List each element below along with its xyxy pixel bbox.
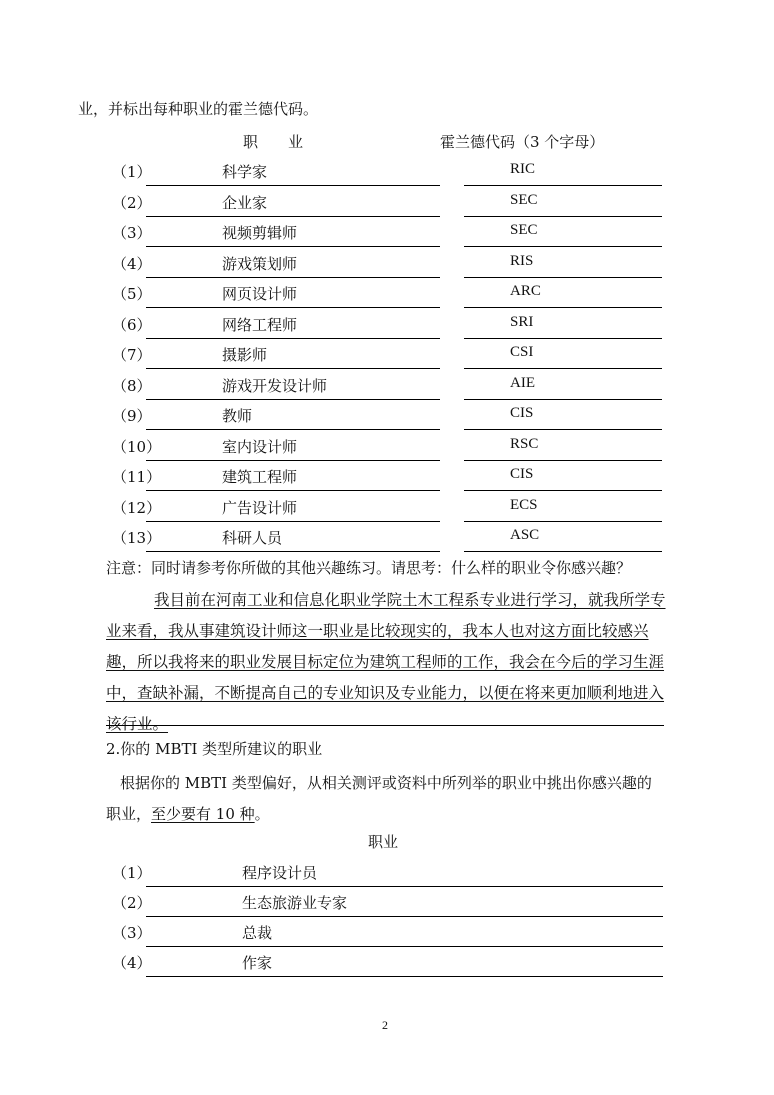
row-number: （9） — [112, 407, 152, 425]
code-field[interactable] — [464, 375, 662, 400]
career-row — [0, 344, 774, 374]
job-field[interactable] — [146, 314, 440, 339]
job-value: 摄影师 — [222, 346, 268, 364]
career-row — [0, 375, 774, 405]
code-value: ECS — [510, 496, 538, 513]
job-value: 作家 — [242, 954, 273, 972]
career-row — [0, 466, 774, 496]
job-value: 程序设计员 — [242, 864, 318, 882]
job-field[interactable] — [146, 253, 440, 278]
job-field[interactable] — [146, 375, 440, 400]
section-2-title: 2.你的 MBTI 类型所建议的职业 — [106, 740, 323, 758]
job-value: 游戏策划师 — [222, 254, 298, 273]
career-row — [0, 253, 774, 283]
job-field[interactable] — [146, 192, 440, 217]
row-number: （13） — [112, 529, 162, 547]
code-field[interactable] — [464, 222, 662, 247]
job-field[interactable] — [146, 222, 440, 247]
mbti-career-row — [0, 952, 774, 982]
job-field[interactable] — [146, 922, 663, 947]
job-field[interactable] — [146, 283, 440, 308]
job-value: 网页设计师 — [222, 285, 298, 303]
career-row — [0, 436, 774, 466]
job-value: 企业家 — [222, 193, 268, 212]
code-value: ARC — [510, 283, 541, 299]
row-number: （3） — [112, 224, 152, 242]
code-value: RIS — [510, 252, 534, 269]
job-field[interactable] — [146, 405, 440, 430]
job-field[interactable] — [146, 497, 440, 522]
answer-blank-line[interactable] — [106, 724, 664, 726]
mbti-career-row — [0, 922, 774, 952]
code-value: ASC — [510, 527, 540, 543]
code-field[interactable] — [464, 527, 662, 552]
mbti-career-row — [0, 862, 774, 892]
instructions-text: 根据你的 MBTI 类型偏好，从相关测评或资料中所列举的职业中挑出你感兴趣的职业， — [106, 774, 652, 823]
section-2-instructions — [106, 768, 666, 830]
job-value: 建筑工程师 — [222, 468, 298, 486]
job-field[interactable] — [146, 952, 663, 977]
page-number: 2 — [382, 1018, 388, 1032]
code-field[interactable] — [464, 405, 662, 430]
row-number: （12） — [112, 498, 162, 517]
job-value: 生态旅游业专家 — [242, 894, 348, 912]
note-text: 注意：同时请参考你所做的其他兴趣练习。请思考：什么样的职业令你感兴趣？ — [106, 559, 632, 577]
code-field[interactable] — [464, 466, 662, 491]
career-row — [0, 192, 774, 222]
row-number: （1） — [112, 864, 152, 882]
code-value: AIE — [510, 374, 535, 391]
code-field[interactable] — [464, 161, 662, 186]
row-number: （4） — [112, 254, 152, 273]
row-number: （10） — [112, 437, 162, 456]
job-field[interactable] — [146, 161, 440, 186]
job-value: 科研人员 — [222, 529, 283, 547]
code-field[interactable] — [464, 283, 662, 308]
job-value: 总裁 — [242, 924, 273, 942]
instructions-end: 。 — [254, 805, 270, 823]
job-value: 科学家 — [222, 163, 268, 181]
job-value: 游戏开发设计师 — [222, 376, 328, 395]
code-value: CSI — [510, 344, 534, 360]
row-number: （3） — [112, 924, 152, 942]
career-row — [0, 405, 774, 435]
job-field[interactable] — [146, 436, 440, 461]
job-field[interactable] — [146, 892, 663, 917]
career-row — [0, 497, 774, 527]
career-row — [0, 283, 774, 313]
career-row — [0, 527, 774, 557]
code-field[interactable] — [464, 253, 662, 278]
column-header-job: 职 业 — [243, 133, 304, 151]
row-number: （8） — [112, 376, 152, 395]
code-value: RIC — [510, 161, 536, 177]
code-field[interactable] — [464, 192, 662, 217]
code-value: SRI — [510, 313, 534, 330]
job-field[interactable] — [146, 344, 440, 369]
job-value: 教师 — [222, 407, 253, 425]
code-field[interactable] — [464, 436, 662, 461]
row-number: （2） — [112, 193, 152, 212]
code-field[interactable] — [464, 497, 662, 522]
mbti-career-row — [0, 892, 774, 922]
career-row — [0, 161, 774, 191]
code-value: CIS — [510, 466, 534, 482]
intro-text: 业，并标出每种职业的霍兰德代码。 — [78, 100, 319, 118]
mbti-list-header: 职业 — [368, 833, 399, 851]
row-number: （2） — [112, 894, 152, 912]
column-header-holland-code: 霍兰德代码（3 个字母） — [440, 133, 605, 151]
row-number: （11） — [112, 468, 162, 486]
job-field[interactable] — [146, 862, 663, 887]
job-value: 广告设计师 — [222, 498, 298, 517]
job-value: 网络工程师 — [222, 315, 298, 334]
code-value: RSC — [510, 435, 539, 452]
job-value: 视频剪辑师 — [222, 224, 298, 242]
job-field[interactable] — [146, 527, 440, 552]
job-field[interactable] — [146, 466, 440, 491]
code-value: CIS — [510, 405, 534, 421]
career-row — [0, 222, 774, 252]
code-value: SEC — [510, 222, 538, 238]
row-number: （5） — [112, 285, 152, 303]
job-value: 室内设计师 — [222, 437, 298, 456]
career-row — [0, 314, 774, 344]
row-number: （7） — [112, 346, 152, 364]
instructions-requirement: 至少要有 10 种 — [151, 805, 255, 823]
answer-paragraph[interactable]: 我目前在河南工业和信息化职业学院土木工程系专业进行学习，就我所学专业来看，我从事建筑设计师这一职业是比较现实的，我本人也对这方面比较感兴趣，所以我将来的职业发展目标定位为建筑工程师的工作，我会在今后的学习生涯中，查缺补漏，不断提高自己的专业知识及专业能力，以便在将来更加顺利地进入该行业。 — [106, 591, 666, 733]
code-field[interactable] — [464, 314, 662, 339]
row-number: （6） — [112, 315, 152, 334]
code-field[interactable] — [464, 344, 662, 369]
row-number: （1） — [112, 163, 152, 181]
code-value: SEC — [510, 191, 538, 208]
row-number: （4） — [112, 954, 152, 972]
